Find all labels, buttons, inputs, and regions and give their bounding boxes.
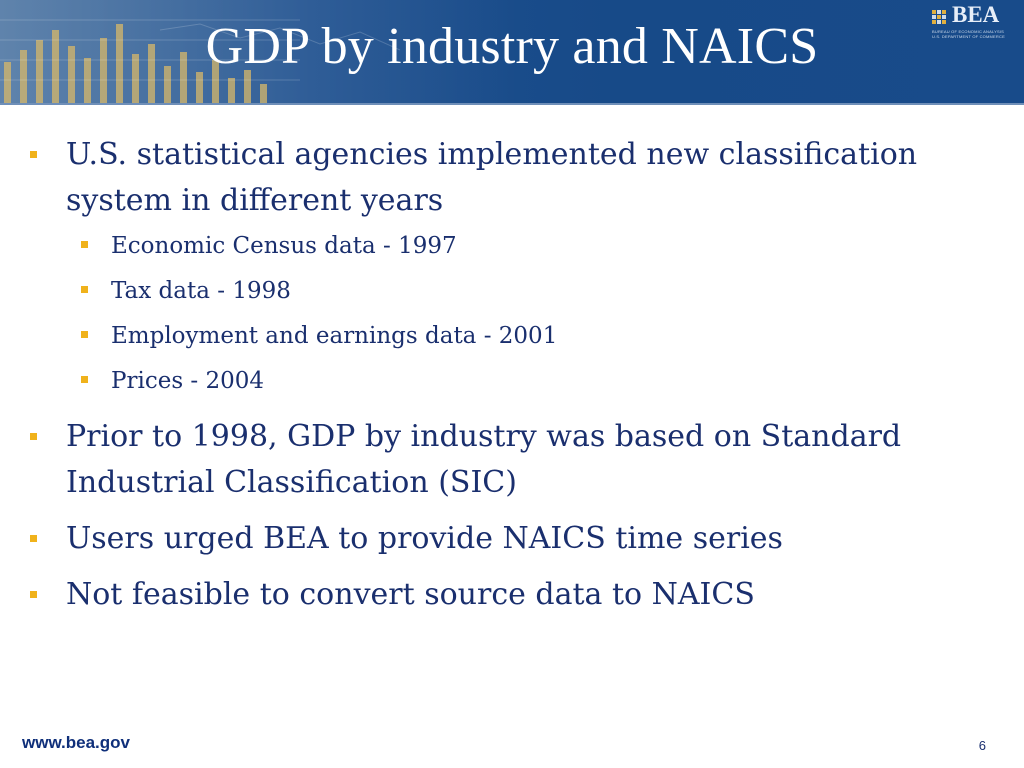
bullet-4-text: Not feasible to convert source data to NAICS [66, 577, 755, 612]
bullet-4 [28, 572, 988, 618]
bea-logo-text: BEA [952, 2, 1000, 27]
bea-logo-mark-icon [932, 10, 948, 26]
header-divider [0, 103, 1024, 105]
sub-bullet-2 [28, 269, 988, 314]
slide-header [0, 0, 1024, 105]
bullet-square-icon [30, 591, 37, 598]
bullet-1 [28, 132, 988, 224]
bea-logo-subline-2: U.S. DEPARTMENT OF COMMERCE [932, 34, 1005, 39]
sub-bullet-square-icon [81, 286, 88, 293]
bullet-square-icon [30, 535, 37, 542]
sub-bullet-2-text: Tax data - 1998 [111, 278, 291, 304]
bea-logo [932, 2, 1016, 42]
sub-bullet-square-icon [81, 331, 88, 338]
sub-bullet-4-text: Prices - 2004 [111, 368, 265, 394]
sub-bullet-4 [28, 359, 988, 404]
bullet-1-text: U.S. statistical agencies implemented new classification system in different years [66, 137, 918, 218]
bullet-2 [28, 414, 988, 506]
slide-body [28, 132, 988, 618]
footer-website-link[interactable]: www.bea.gov [22, 733, 131, 752]
bea-logo-subline-1: BUREAU OF ECONOMIC ANALYSIS [932, 29, 1005, 34]
bullet-square-icon [30, 151, 37, 158]
sub-bullet-3 [28, 314, 988, 359]
bullet-3 [28, 516, 988, 562]
slide-title: GDP by industry and NAICS [205, 18, 819, 75]
spacer [28, 506, 988, 516]
sub-bullet-3-text: Employment and earnings data - 2001 [111, 323, 558, 349]
bullet-2-text: Prior to 1998, GDP by industry was based on Standard Industrial Classification (SIC) [66, 419, 902, 500]
sub-bullet-1 [28, 224, 988, 269]
bullet-3-text: Users urged BEA to provide NAICS time series [66, 521, 783, 556]
sub-bullet-square-icon [81, 376, 88, 383]
spacer [28, 562, 988, 572]
sub-bullet-1-text: Economic Census data - 1997 [111, 233, 457, 259]
spacer [28, 404, 988, 414]
bullet-square-icon [30, 433, 37, 440]
sub-bullet-square-icon [81, 241, 88, 248]
page-number: 6 [978, 738, 986, 753]
